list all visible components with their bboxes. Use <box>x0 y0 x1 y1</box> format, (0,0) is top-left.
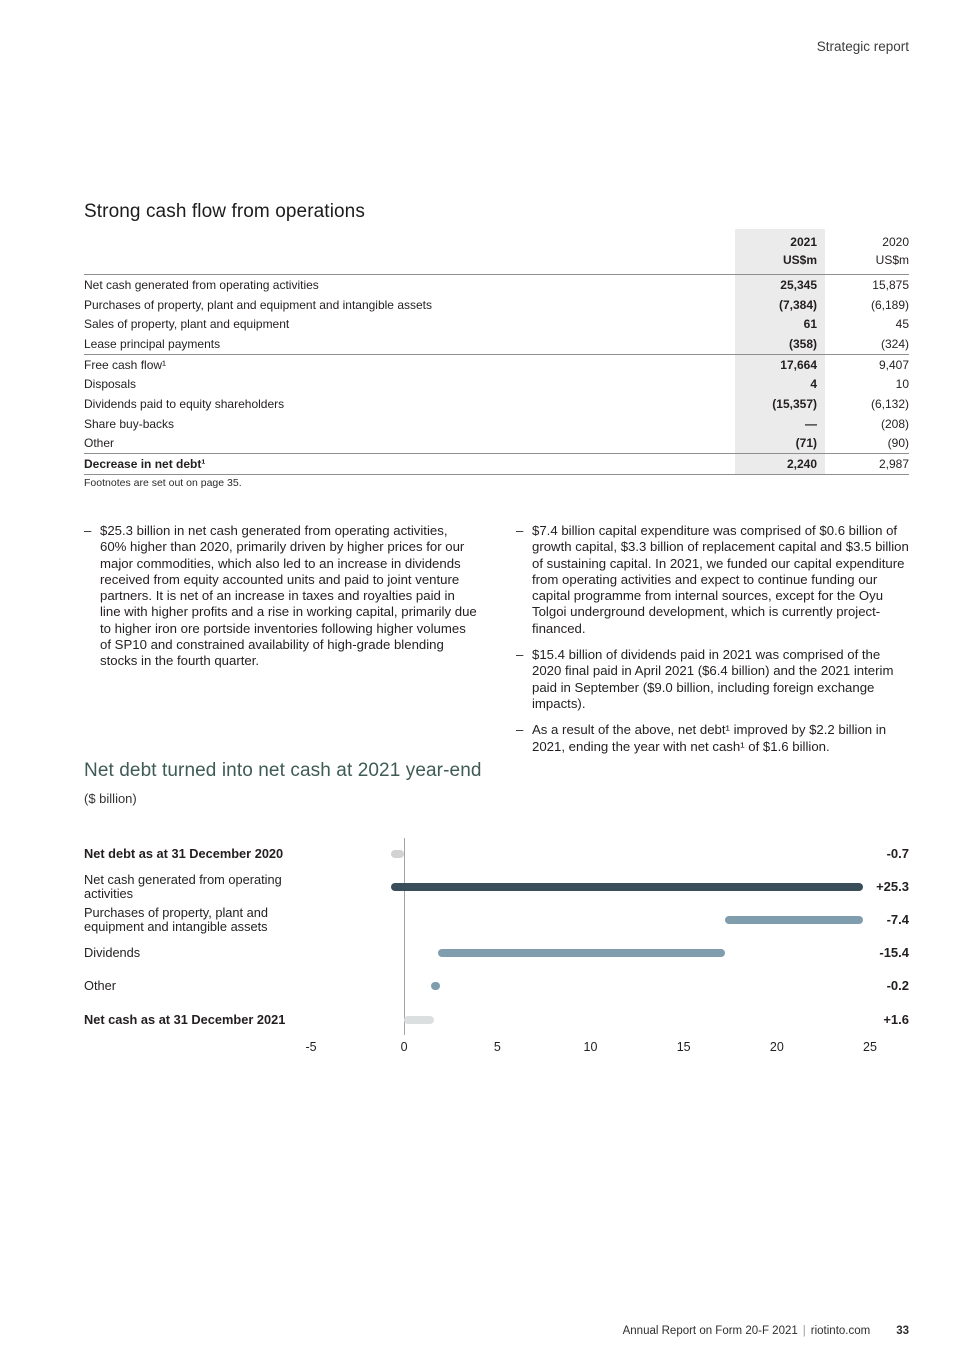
table-footnote: Footnotes are set out on page 35. <box>84 477 242 489</box>
row-value-2020: 2,987 <box>878 457 909 472</box>
bullet-text: $25.3 billion in net cash generated from operating activities, 60% higher than 2020, primarily driven by higher prices for our major commodities, which also led to an increase in dividends received from equity accounted units and paid to joint venture partners. It is net of an increase in taxes and royalties paid in line with higher profits and a rise in working capital, primarily due to higher iron ore portside inventories following higher volumes of SP10 and constrained availability of high-grade blending stocks in the fourth quarter. <box>100 523 477 669</box>
row-label: Share buy-backs <box>84 416 175 431</box>
table-row <box>84 454 909 474</box>
bullet-item <box>516 722 909 755</box>
chart-bar <box>404 1016 434 1024</box>
chart-x-tick-label: 5 <box>493 1040 501 1054</box>
table-row <box>84 295 909 315</box>
bullet-dash: – <box>516 523 524 538</box>
row-label: Disposals <box>84 377 137 392</box>
chart-category-label: Other <box>84 977 117 993</box>
footer-divider: | <box>802 1325 806 1337</box>
bullets-left-column <box>84 523 477 765</box>
bullet-item <box>516 523 909 637</box>
chart-value-label: -0.7 <box>886 846 909 861</box>
table-header-2020-year: 2020 <box>882 235 909 249</box>
row-value-2020: (324) <box>880 336 909 351</box>
page-footer <box>623 1325 909 1337</box>
row-label: Lease principal payments <box>84 336 221 351</box>
chart-subtitle: ($ billion) <box>84 791 137 806</box>
footer-website: riotinto.com <box>810 1325 871 1337</box>
bullet-dash: – <box>516 647 524 663</box>
bullet-dash: – <box>516 722 524 738</box>
row-value-2020: 15,875 <box>872 277 909 292</box>
row-value-2021: 2,240 <box>786 457 817 472</box>
row-value-2020: 9,407 <box>878 357 909 372</box>
commentary-bullets <box>84 523 909 765</box>
chart-x-tick-label: 15 <box>676 1040 691 1054</box>
row-label: Free cash flow¹ <box>84 357 167 372</box>
waterfall-chart <box>84 838 909 1056</box>
chart-x-tick-label: 10 <box>583 1040 598 1054</box>
table-row <box>84 275 909 295</box>
table-row <box>84 414 909 434</box>
bullet-text: As a result of the above, net debt¹ improved by $2.2 billion in 2021, ending the year with net cash¹ of $1.6 billion. <box>532 722 887 754</box>
bullet-dash: – <box>84 523 92 538</box>
table-header-2021-unit: US$m <box>782 253 817 267</box>
chart-x-tick-label: 25 <box>863 1040 877 1054</box>
table-body <box>84 275 909 475</box>
chart-value-label: -15.4 <box>879 945 909 960</box>
row-value-2020: (90) <box>887 436 909 451</box>
row-label: Dividends paid to equity shareholders <box>84 396 285 411</box>
chart-zero-axis-line <box>404 838 405 1035</box>
row-value-2020: (6,132) <box>870 396 909 411</box>
row-value-2021: (15,357) <box>772 396 817 411</box>
bullet-item <box>516 647 909 712</box>
row-label: Other <box>84 436 115 451</box>
table-group-0 <box>84 275 909 355</box>
table-header-2020 <box>825 233 909 269</box>
row-value-2020: (208) <box>880 416 909 431</box>
chart-bar <box>725 916 863 924</box>
row-value-2021: — <box>805 416 817 431</box>
row-value-2020: (6,189) <box>870 297 909 312</box>
chart-category-label: Net debt as at 31 December 2020 <box>84 845 284 861</box>
chart-category-label: Net cash as at 31 December 2021 <box>84 1011 286 1027</box>
chart-bar <box>391 883 862 891</box>
bullet-text: $15.4 billion of dividends paid in 2021 was comprised of the 2020 final paid in April 2021 ($6.4 billion) and the 2021 interim paid in September ($9.0 billion, including foreign exchange impacts). <box>532 647 894 711</box>
row-label: Net cash generated from operating activities <box>84 277 319 292</box>
chart-x-tick-label: 0 <box>400 1040 408 1054</box>
row-value-2021: 25,345 <box>780 277 817 292</box>
row-value-2021: (7,384) <box>778 297 817 312</box>
footer-page-number: 33 <box>896 1325 909 1337</box>
chart-x-tick-label: -5 <box>305 1040 317 1054</box>
footer-report-title: Annual Report on Form 20-F 2021 <box>622 1325 798 1337</box>
row-value-2021: 17,664 <box>780 357 817 372</box>
table-section-title: Strong cash flow from operations <box>84 201 365 222</box>
table-row <box>84 355 909 375</box>
table-header-2021 <box>699 233 825 269</box>
chart-value-label: +1.6 <box>883 1012 909 1027</box>
chart-bar <box>391 850 404 858</box>
table-row <box>84 434 909 454</box>
table-group-2 <box>84 454 909 475</box>
row-label: Decrease in net debt¹ <box>84 457 206 472</box>
row-value-2021: 61 <box>803 317 817 332</box>
page-header-section-label: Strategic report <box>816 39 909 54</box>
chart-value-label: -7.4 <box>886 912 909 927</box>
chart-bar <box>438 949 725 957</box>
row-value-2021: (71) <box>795 436 817 451</box>
row-value-2021: 4 <box>810 377 817 392</box>
chart-category-label: Net cash generated from operating activities <box>84 871 282 901</box>
chart-category-label: Purchases of property, plant and equipment and intangible assets <box>84 904 269 934</box>
table-header-row <box>84 229 909 275</box>
row-value-2020: 45 <box>895 317 909 332</box>
chart-bar <box>431 982 440 990</box>
chart-x-tick-label: 20 <box>769 1040 784 1054</box>
row-value-2020: 10 <box>895 377 909 392</box>
chart-value-label: -0.2 <box>886 978 909 993</box>
row-label: Purchases of property, plant and equipment and intangible assets <box>84 297 432 312</box>
table-row <box>84 394 909 414</box>
cash-flow-table <box>84 229 909 475</box>
chart-value-label: +25.3 <box>876 879 909 894</box>
table-row <box>84 314 909 334</box>
table-group-1 <box>84 355 909 454</box>
chart-category-label: Dividends <box>84 944 141 960</box>
bullets-right-column <box>516 523 909 765</box>
table-row <box>84 374 909 394</box>
bullet-item <box>84 523 477 670</box>
table-row <box>84 334 909 354</box>
row-value-2021: (358) <box>788 336 817 351</box>
table-header-2020-unit: US$m <box>875 253 909 267</box>
row-label: Sales of property, plant and equipment <box>84 317 290 332</box>
bullet-text: $7.4 billion capital expenditure was comprised of $0.6 billion of growth capital, $3.3 billion of replacement capital and $3.5 billion of sustaining capital. In 2021, we funded our capital expenditure from operating activities and expect to continue funding our capital programme from internal sources, except for the Oyu Tolgoi underground development, which is currently project-financed. <box>532 523 909 636</box>
table-header-2021-year: 2021 <box>790 235 817 249</box>
chart-title: Net debt turned into net cash at 2021 year-end <box>84 760 482 781</box>
